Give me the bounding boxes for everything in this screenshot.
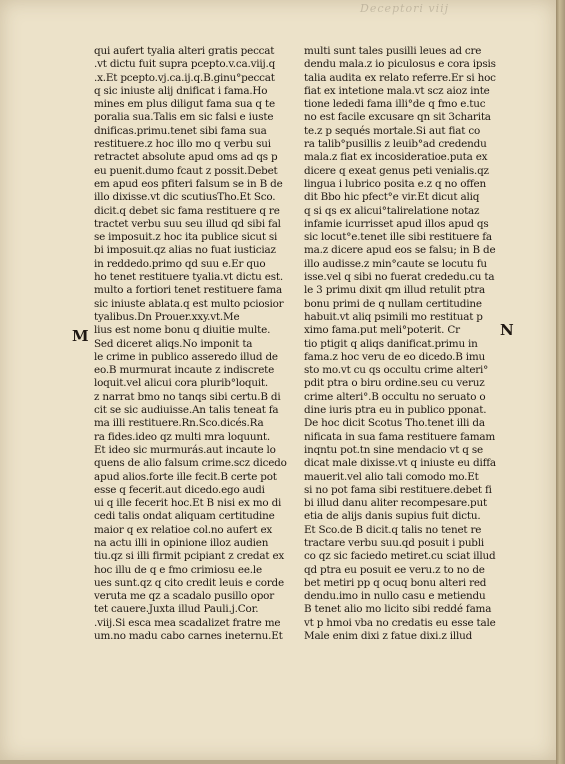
right-column-line: tractare verbu suu.qd posuit i publi: [304, 536, 485, 549]
left-column-line: loquit.vel alicui cora plurib°loquit.: [94, 377, 269, 390]
right-column-line: vt p hmoi vba no credatis eu esse tale: [304, 616, 496, 629]
right-column-line: mala.z fiat ex incosideratioe.puta ex: [304, 151, 488, 164]
left-column-line: se imposuit.z hoc ita publice sicut si: [94, 231, 278, 244]
left-column-line: ma illi restituere.Rn.Sco.dicés.Ra: [94, 417, 264, 430]
right-column-line: dendu mala.z io piculosus e cora ipsis: [304, 58, 496, 71]
right-column-line: inqntu pot.tn sine mendacio vt q se: [304, 443, 483, 456]
right-column-line: nificata in sua fama restituere famam: [304, 430, 496, 443]
right-column-line: dendu.imo in nullo casu e metiendu: [304, 590, 486, 603]
left-column-line: poralia sua.Talis em sic falsi e iuste: [94, 111, 274, 124]
right-column-line: dicere q exeat genus peti venialis.qz: [304, 164, 489, 177]
right-column-line: ma.z dicere apud eos se falsu; in B de: [304, 244, 496, 257]
left-column-line: cedi talis ondat aliquam certitudine: [94, 510, 275, 523]
marginal-letter-right: N: [500, 321, 514, 339]
left-column-line: eo.B murmurat incaute z indiscrete: [94, 364, 275, 377]
right-column-line: pdit ptra o biru ordine.seu cu veruz: [304, 377, 485, 390]
right-column-line: crime alteri°.B occultu no seruato o: [304, 390, 486, 403]
left-column-line: em apud eos pfiteri falsum se in B de: [94, 177, 283, 190]
right-column-line: bi illud danu aliter recompesare.put: [304, 497, 487, 510]
right-column-line: etia de alijs danis supius fuit dictu.: [304, 510, 481, 523]
right-column-line: mauerit.vel alio tali comodo mo.Et: [304, 470, 479, 483]
right-column-line: habuit.vt aliq psimili mo restituat p: [304, 310, 483, 323]
right-column-line: B tenet alio mo licito sibi reddé fama: [304, 603, 492, 616]
left-column-line: quens de alio falsum crime.scz dicedo: [94, 457, 287, 470]
left-column-line: illo dixisse.vt dic scutiusTho.Et Sco.: [94, 191, 276, 204]
right-column-line: qd ptra eu posuit ee veru.z to no de: [304, 563, 485, 576]
page-edge: [556, 0, 565, 764]
left-column-line: Sed diceret aliqs.No imponit ta: [94, 337, 253, 350]
left-column-line: maior q ex relatioe col.no aufert ex: [94, 523, 273, 536]
left-column-line: eu puenit.dumo fcaut z possit.Debet: [94, 164, 278, 177]
right-column-line: q si qs ex alicui°talirelatione notaz: [304, 204, 480, 217]
right-column-line: si no pot fama sibi restituere.debet fi: [304, 483, 492, 496]
left-column-line: q sic iniuste alij dnificat i fama.Ho: [94, 84, 268, 97]
left-column-line: bi imposuit.qz alias no fuat iusticiaz: [94, 244, 276, 257]
left-column-line: tet cauere.Juxta illud Pauli.j.Cor.: [94, 603, 259, 616]
right-column-line: isse.vel q sibi no fuerat crededu.cu ta: [304, 271, 495, 284]
left-column-line: Et ideo sic murmurás.aut incaute lo: [94, 443, 276, 456]
left-column-line: sic iniuste ablata.q est multo pciosior: [94, 297, 284, 310]
right-column-line: bonu primi de q nullam certitudine: [304, 297, 482, 310]
right-column-line: no est facile excusare qn sit 3charita: [304, 111, 491, 124]
left-column-line: restituere.z hoc illo mo q verbu sui: [94, 138, 271, 151]
left-column-line: dnificas.primu.tenet sibi fama sua: [94, 124, 267, 137]
left-column-line: .x.Et pcepto.vj.ca.ij.q.B.ginu°peccat: [94, 71, 275, 84]
left-column-line: dicit.q debet sic fama restituere q re: [94, 204, 280, 217]
running-head: Deceptori viij: [360, 2, 450, 15]
left-column-line: esse q fecerit.aut dicedo.ego audi: [94, 483, 265, 496]
left-column-line: multo a fortiori tenet restituere fama: [94, 284, 283, 297]
right-column-line: bet metiri pp q ocuq bonu alteri red: [304, 576, 487, 589]
right-column-line: sto mo.vt cu qs occultu crime alteri°: [304, 364, 489, 377]
left-column-line: ues sunt.qz q cito credit leuis e corde: [94, 576, 284, 589]
left-column-line: apud alios.forte ille fecit.B certe pot: [94, 470, 277, 483]
left-column-line: cit se sic audiuisse.An talis teneat fa: [94, 404, 279, 417]
right-column-line: fiat ex intetione mala.vt scz aioz inte: [304, 84, 490, 97]
right-column-line: lingua i lubrico posita e.z q no offen: [304, 177, 486, 190]
left-column-line: hoc illu de q e fmo crimiosu ee.le: [94, 563, 262, 576]
right-column-line: fama.z hoc veru de eo dicedo.B imu: [304, 350, 486, 363]
left-column-line: tyalibus.Dn Prouer.xxy.vt.Me: [94, 310, 240, 323]
left-column-line: ui q ille fecerit hoc.Et B nisi ex mo di: [94, 497, 282, 510]
left-column-line: um.no madu cabo carnes ineternu.Et: [94, 630, 283, 643]
left-column-line: z narrat bmo no tanqs sibi certu.B di: [94, 390, 281, 403]
right-column-line: De hoc dicit Scotus Tho.tenet illi da: [304, 417, 485, 430]
right-column-line: ra talib°pusillis z leuib°ad credendu: [304, 138, 487, 151]
left-column-line: lius est nome bonu q diuitie multe.: [94, 324, 271, 337]
left-column-line: le crime in publico asseredo illud de: [94, 350, 278, 363]
left-column-line: tractet verbu suu seu illud qd sibi fal: [94, 217, 281, 230]
right-column-line: Male enim dixi z fatue dixi.z illud: [304, 630, 473, 643]
text-column-left: [94, 45, 300, 643]
left-column-line: .viij.Si esca mea scadalizet fratre me: [94, 616, 281, 629]
left-column-line: retractet absolute apud oms ad qs p: [94, 151, 278, 164]
text-column-right: [304, 45, 508, 643]
right-column-line: dine iuris ptra eu in publico pponat.: [304, 404, 487, 417]
right-column-line: dicat male dixisse.vt q iniuste eu diffa: [304, 457, 496, 470]
right-column-line: co qz sic faciedo metiret.cu sciat illud: [304, 550, 496, 563]
right-column-line: dit Bbo hic pfect°e vir.Et dicut aliq: [304, 191, 480, 204]
left-column-line: in reddedo.primo qd suu e.Er quo: [94, 257, 266, 270]
right-column-line: talia audita ex relato referre.Er si hoc: [304, 71, 496, 84]
marginal-letter-left: M: [72, 327, 89, 345]
right-column-line: Et Sco.de B dicit.q talis no tenet re: [304, 523, 482, 536]
right-column-line: sic locut°e.tenet ille sibi restituere fa: [304, 231, 492, 244]
right-column-line: tione lededi fama illi°de q fmo e.tuc: [304, 98, 486, 111]
right-column-line: multi sunt tales pusilli leues ad cre: [304, 45, 482, 57]
left-column-line: mines em plus diligut fama sua q te: [94, 98, 275, 111]
right-column-line: infamie icurrisset apud illos apud qs: [304, 217, 489, 230]
left-column-line: .vt dictu fuit supra pcepto.v.ca.viij.q: [94, 58, 276, 71]
right-column-line: te.z p sequés mortale.Si aut fiat co: [304, 124, 481, 137]
left-column-line: na actu illi in opinione illoz audien: [94, 536, 269, 549]
left-column-line: ho tenet restituere tyalia.vt dictu est.: [94, 271, 283, 284]
left-column-line: qui aufert tyalia alteri gratis peccat: [94, 45, 275, 57]
left-column-line: veruta me qz a scadalo pusillo opor: [94, 590, 274, 603]
right-column-line: ximo fama.put meli°poterit. Cr: [304, 324, 460, 337]
left-column-line: ra fides.ideo qz multi mra loquunt.: [94, 430, 270, 443]
right-column-line: le 3 primu dixit qm illud retulit ptra: [304, 284, 486, 297]
right-column-line: tio ptigit q aliqs danificat.primu in: [304, 337, 478, 350]
left-column-line: tiu.qz si illi firmit pcipiant z credat ex: [94, 550, 285, 563]
right-column-line: illo audisse.z min°caute se locutu fu: [304, 257, 487, 270]
